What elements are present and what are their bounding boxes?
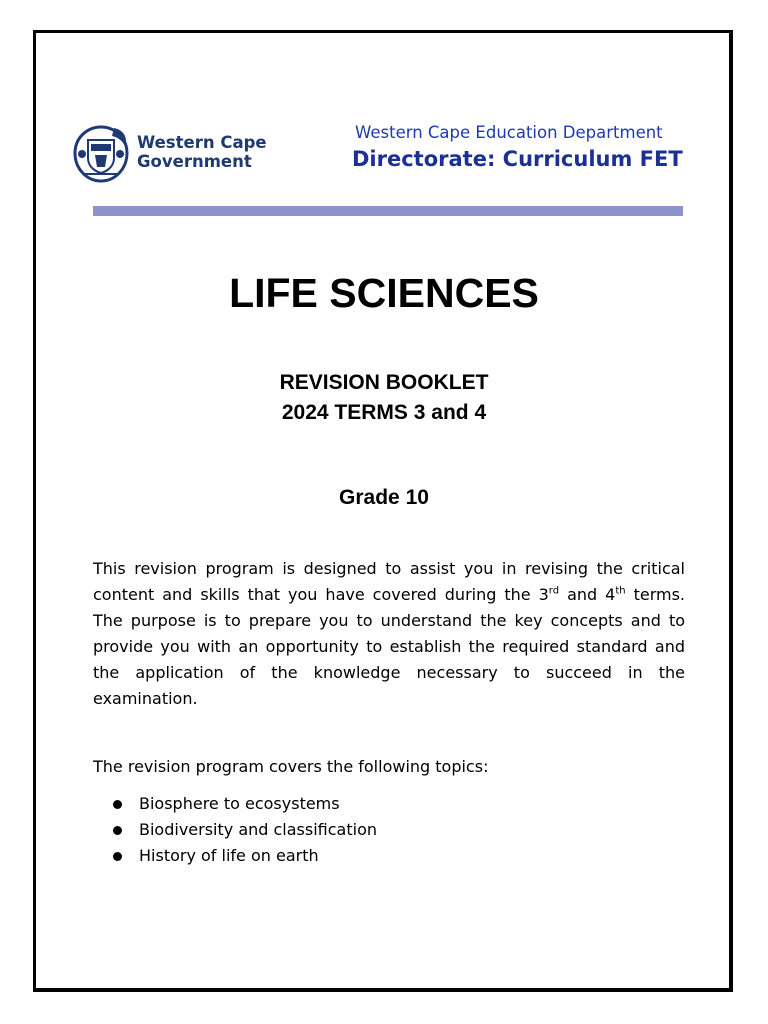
- intro-text-part2: and 4: [559, 585, 616, 604]
- header-rule: [93, 206, 683, 216]
- topics-list: [113, 791, 377, 869]
- bullet-icon: [113, 826, 122, 835]
- list-item: [113, 817, 377, 843]
- intro-sup-rd: rd: [548, 585, 560, 597]
- grade-label: Grade 10: [339, 486, 429, 509]
- department-name: Western Cape Education Department: [355, 123, 663, 142]
- intro-text-part3: terms. The purpose is to prepare you to understand the key concepts and to provide you with an opportunity to establish the required standard and the application of the knowledge necessary to succeed in the examination.: [93, 585, 686, 708]
- bullet-icon: [113, 800, 122, 809]
- list-item: [113, 791, 377, 817]
- government-name: [137, 133, 267, 171]
- intro-text-part1: This revision program is designed to assist you in revising the critical content and skills that you have covered during the 3: [93, 559, 685, 604]
- coat-of-arms-icon: [70, 124, 132, 184]
- topics-lead: The revision program covers the following topics:: [93, 757, 489, 776]
- intro-sup-th: th: [615, 585, 626, 597]
- intro-paragraph: [93, 556, 685, 712]
- subtitle-terms: 2024 TERMS 3 and 4: [281, 401, 487, 424]
- topic-label: Biosphere to ecosystems: [139, 794, 340, 813]
- document-title: LIFE SCIENCES: [229, 270, 539, 316]
- directorate-name: Directorate: Curriculum FET: [352, 147, 683, 171]
- subtitle-booklet: REVISION BOOKLET: [279, 371, 489, 394]
- topic-label: History of life on earth: [139, 846, 319, 865]
- government-name-line1: Western Cape: [137, 133, 267, 152]
- government-name-line2: Government: [137, 152, 252, 171]
- list-item: [113, 843, 377, 869]
- topic-label: Biodiversity and classification: [139, 820, 377, 839]
- bullet-icon: [113, 852, 122, 861]
